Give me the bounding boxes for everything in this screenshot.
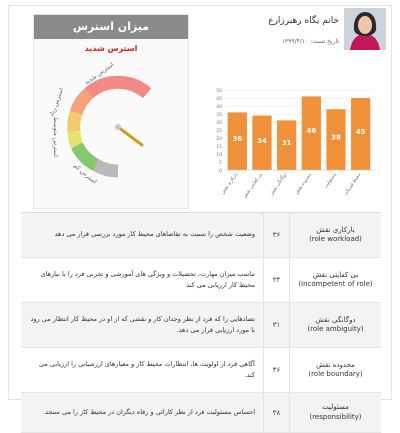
table-row (21, 258, 381, 303)
row-description: تناسب میزان مهارت، تحصیلات و ویژگی های آموزشی و تجربی فرد را با نیازهای محیط کار ارزیابی می کند (40, 269, 255, 289)
gauge-arc-severe (89, 82, 147, 93)
table-row (21, 393, 381, 433)
x-tick-label: بارکاری نقش (220, 172, 239, 196)
gauge-arc-high (76, 93, 89, 113)
gauge-label-severe: استرس شدید (83, 61, 116, 87)
report-page (8, 5, 392, 421)
y-tick-label: 40 (216, 105, 222, 110)
x-tick-label: محدوده نقش (294, 172, 313, 196)
stress-gauge-card (33, 14, 189, 209)
x-tick-label: مسئولیت (323, 172, 338, 190)
gauge-label-high: استرس زیاد (48, 87, 66, 118)
x-tick-label: دوگانگی نقش (269, 172, 289, 197)
bar-value-label: 45 (355, 128, 366, 136)
gauge-arc-medium (74, 113, 76, 132)
row-title: بارکاری نقش (role workload) (289, 213, 381, 257)
row-description: احساس مسئولیت فرد از نظر کارائی و رفاه دیگران در محیط کار را می سنجد. (42, 407, 255, 416)
bar-value-label: 34 (257, 136, 267, 145)
table-row (21, 303, 381, 348)
row-value: ۴۶ (263, 348, 289, 392)
row-value: ۳۶ (263, 213, 289, 257)
x-tick-label: بی کفایتی نقش (242, 172, 264, 200)
y-tick-label: 0 (219, 169, 222, 174)
gauge-arc-medium-low (74, 132, 77, 146)
bar-value-label: 46 (306, 127, 317, 136)
gauge-title: میزان استرس (34, 15, 188, 39)
gauge-status: استرس شدید (84, 44, 138, 53)
row-value: ۳۴ (263, 258, 289, 302)
factors-table (21, 212, 381, 433)
y-tick-label: 45 (216, 97, 222, 102)
row-title: دوگانگی نقش (role ambiguity) (289, 303, 381, 347)
gauge-label-medium: استرس متوسط (52, 117, 59, 157)
y-tick-label: 5 (219, 161, 222, 166)
y-tick-label: 20 (216, 137, 222, 142)
row-value: ۳۱ (263, 303, 289, 347)
row-description: وضعیت شخص را نسبت به تقاضاهای محیط کار مورد بررسی قرار می دهد (54, 230, 255, 239)
row-description: آگاهی فرد از اولویت ها، انتظارات محیط کار و معیارهای ارزشیابی را ارزیابی می کند. (38, 359, 255, 379)
test-date: تاریخ تست: ۱۳۹۹/۴/۱۰ (281, 38, 339, 45)
bar-value-label: 36 (232, 135, 243, 144)
bar-value-label: 31 (281, 139, 292, 148)
row-title: مسئولیت (responsibility) (289, 393, 381, 432)
gauge-hub (115, 124, 121, 130)
y-tick-label: 25 (216, 129, 222, 134)
table-row (21, 213, 381, 258)
gauge-arc-low (77, 146, 96, 166)
user-name: خانم یگاه رهبرزارع (268, 16, 339, 26)
y-tick-label: 50 (216, 89, 222, 94)
bar-value-label: 38 (331, 133, 341, 142)
row-description: تضادهایی را که فرد از نظر وجدان کار و نقشی که از او در محیط کار انتظار می رود با مورد ارزیابی قرار می دهد. (30, 314, 255, 334)
y-tick-label: 35 (216, 113, 222, 118)
gauge-label-low: استرس کم (72, 162, 98, 186)
user-avatar (344, 8, 386, 50)
gauge-needle (118, 127, 142, 145)
y-tick-label: 15 (216, 145, 222, 150)
table-row (21, 348, 381, 393)
row-title: بی کفایتی نقش (Incompetent of role) (289, 258, 381, 302)
row-value: ۳۸ (263, 393, 289, 432)
y-tick-label: 30 (216, 121, 222, 126)
gauge-arc-outer (96, 165, 118, 171)
x-tick-label: محیط فیزیکی (343, 172, 363, 197)
row-title: محدوده نقش (role boundary) (289, 348, 381, 392)
stress-factors-chart (205, 84, 381, 204)
stress-gauge (34, 55, 190, 205)
y-tick-label: 10 (216, 153, 222, 158)
